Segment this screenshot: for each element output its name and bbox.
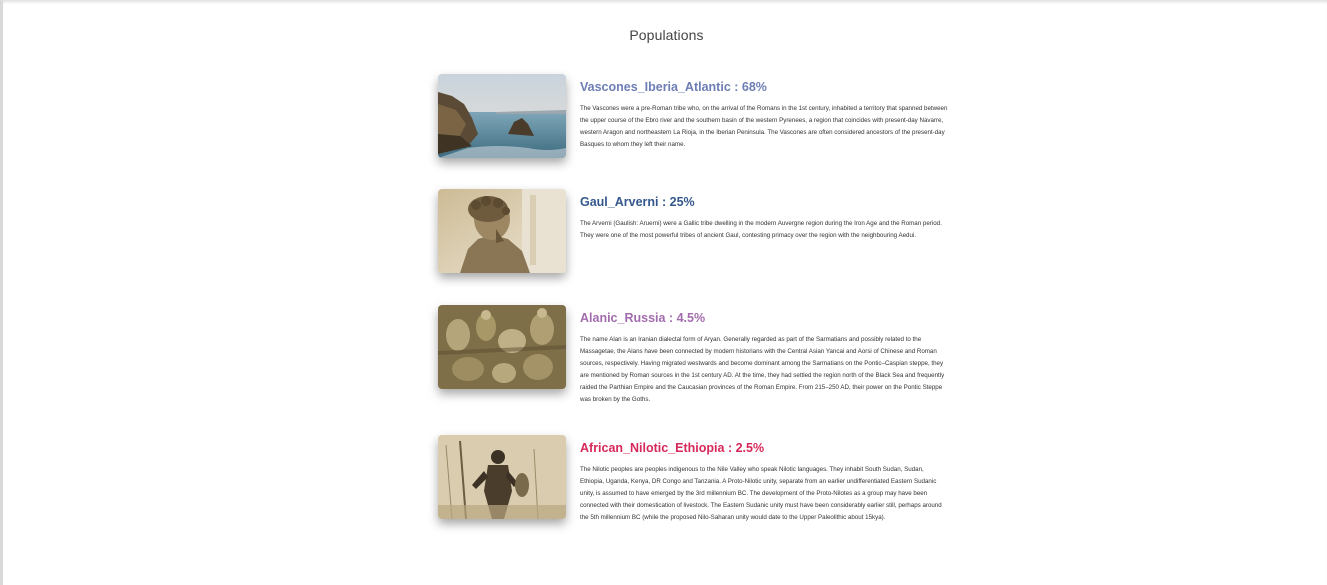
population-description: The name Alan is an Iranian dialectal form of Aryan. Generally regarded as part of the Sarmatians and possibly related to the Massagetae, the Alans have been connected by modern historians with the Central Asian Yancai and Aorsi of Chinese and Roman sources, respectively. Having migrated westwards and become dominant among the Sarmatians on the Pontic–Caspian steppe, they are mentioned by Roman sources in the 1st century AD. At the time, they had settled the region north of the Black Sea and frequently raided the Parthian Empire and the Caucasian provinces of the Roman Empire. From 215–250 AD, their power on the Pontic Steppe was broken by the Goths. xyxy=(580,336,945,403)
population-title: Gaul_Arverni : 25% xyxy=(580,195,695,209)
population-title: Vascones_Iberia_Atlantic : 68% xyxy=(580,80,767,94)
page-title: Populations xyxy=(629,27,704,43)
bust-statue-image xyxy=(438,189,566,273)
population-description: The Nilotic peoples are peoples indigenous to the Nile Valley who speak Nilotic languages. They inhabit South Sudan, Sudan, Ethiopia, Uganda, Kenya, DR Congo and Tanzania. A Proto-Nilotic unity, separate from an earlier undifferentiated Eastern Sudanic unity, is assumed to have emerged by the 3rd millennium BC. The development of the Proto-Nilotes as a group may have been connected with their domestication of livestock. The Eastern Sudanic unity must have been considerably earlier still, perhaps around the 5th millennium BC (while the proposed Nilo-Saharan unity would date to the Upper Paleolithic about 15kya). xyxy=(580,466,942,521)
population-description: The Arverni (Gaulish: Aruerni) were a Gallic tribe dwelling in the modern Auvergne region during the Iron Age and the Roman period. They were one of the most powerful tribes of ancient Gaul, contesting primacy over the region with the neighbouring Aedui. xyxy=(580,220,942,239)
warrior-photo-image xyxy=(438,435,566,519)
relief-carving-image xyxy=(438,305,566,389)
population-description: The Vascones were a pre-Roman tribe who, on the arrival of the Romans in the 1st century, inhabited a territory that spanned between the upper course of the Ebro river and the southern basin of the western Pyrenees, a region that coincides with present-day Navarre, western Aragon and northeastern La Rioja, in the Iberian Peninsula. The Vascones are often considered ancestors of the present-day Basques to whom they left their name. xyxy=(580,105,948,148)
population-title: African_Nilotic_Ethiopia : 2.5% xyxy=(580,441,765,455)
coastal-cliffs-image xyxy=(438,74,566,158)
population-title: Alanic_Russia : 4.5% xyxy=(580,311,706,325)
